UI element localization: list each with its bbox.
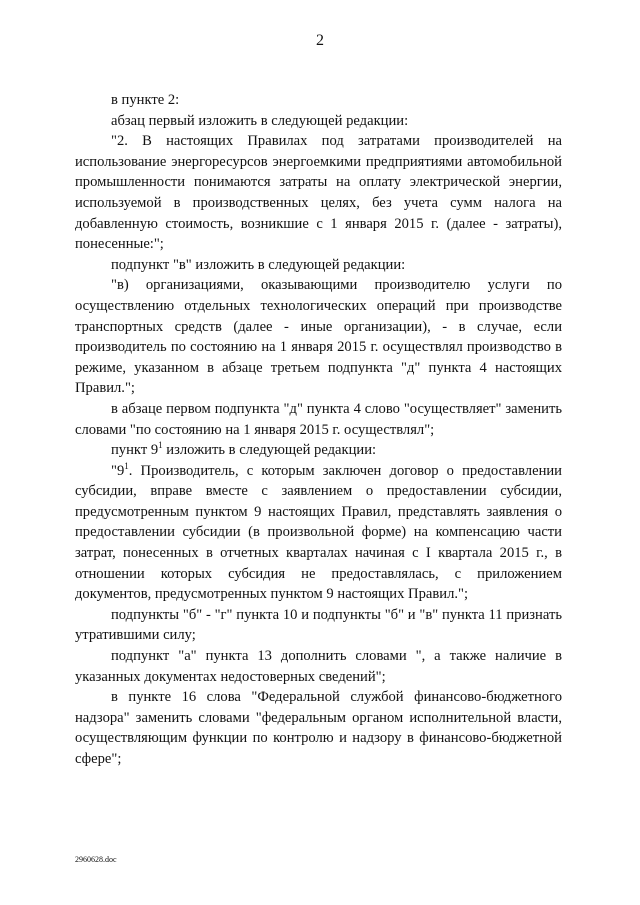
file-footer: 2960628.doc: [75, 855, 117, 864]
paragraph: "2. В настоящих Правилах под затратами производителей на использование энергоресурсов энергоемкими предприятиями автомобильной промышленности понимаются затраты на оплату электрической энергии, используемой в производственных целях, без учета сумм налога на добавленную стоимость, возникшие с 1 января 2015 г. (далее - затраты), понесенные:";: [75, 133, 562, 253]
text-fragment: "9: [111, 462, 125, 479]
paragraph: [75, 440, 562, 461]
text-fragment: изложить в следующей редакции:: [162, 442, 377, 459]
document-body: [75, 90, 562, 770]
paragraph: подпункты "б" - "г" пункта 10 и подпункты "б" и "в" пункта 11 признать утратившими силу;: [75, 606, 562, 644]
paragraph: абзац первый изложить в следующей редакции:: [111, 112, 409, 129]
text-fragment: . Производитель, с которым заключен договор о предоставлении субсидии, вправе вместе с заявлением о предоставлении субсидии, предусмотренным пунктом 9 настоящих Правил, представлять заявления о предоставлении субсидии (в произвольной форме) на компенсацию части затрат, понесенных в отчетных кварталах начиная с I квартала 2015 г., в отношении которых субсидия не предоставлялась, с приложением документов, предусмотренных пунктом 9 настоящих Правил.";: [75, 462, 562, 603]
page-number: 2: [316, 32, 324, 49]
text-fragment: пункт 9: [111, 442, 159, 459]
paragraph: в абзаце первом подпункта "д" пункта 4 слово "осуществляет" заменить словами "по состоянию на 1 января 2015 г. осуществлял";: [75, 400, 562, 438]
paragraph: "в) организациями, оказывающими производителю услуги по осуществлению отдельных технологических операций при производстве транспортных средств (далее - иные организации), - в случае, если производитель по состоянию на 1 января 2015 г. осуществлял производство в режиме, указанном в абзаце третьем подпункта "д" пункта 4 настоящих Правил.";: [75, 277, 562, 397]
paragraph: [75, 461, 562, 605]
superscript: 1: [158, 440, 163, 451]
superscript: 1: [124, 460, 129, 471]
paragraph: в пункте 2:: [111, 92, 180, 108]
paragraph: в пункте 16 слова "Федеральной службой финансово-бюджетного надзора" заменить словами "федеральным органом исполнительной власти, осуществляющим функции по контролю и надзору в финансово-бюджетной сфере";: [75, 689, 562, 767]
paragraph: подпункт "а" пункта 13 дополнить словами ", а также наличие в указанных документах недостоверных сведений";: [75, 648, 562, 685]
paragraph: подпункт "в" изложить в следующей редакции:: [111, 256, 406, 273]
